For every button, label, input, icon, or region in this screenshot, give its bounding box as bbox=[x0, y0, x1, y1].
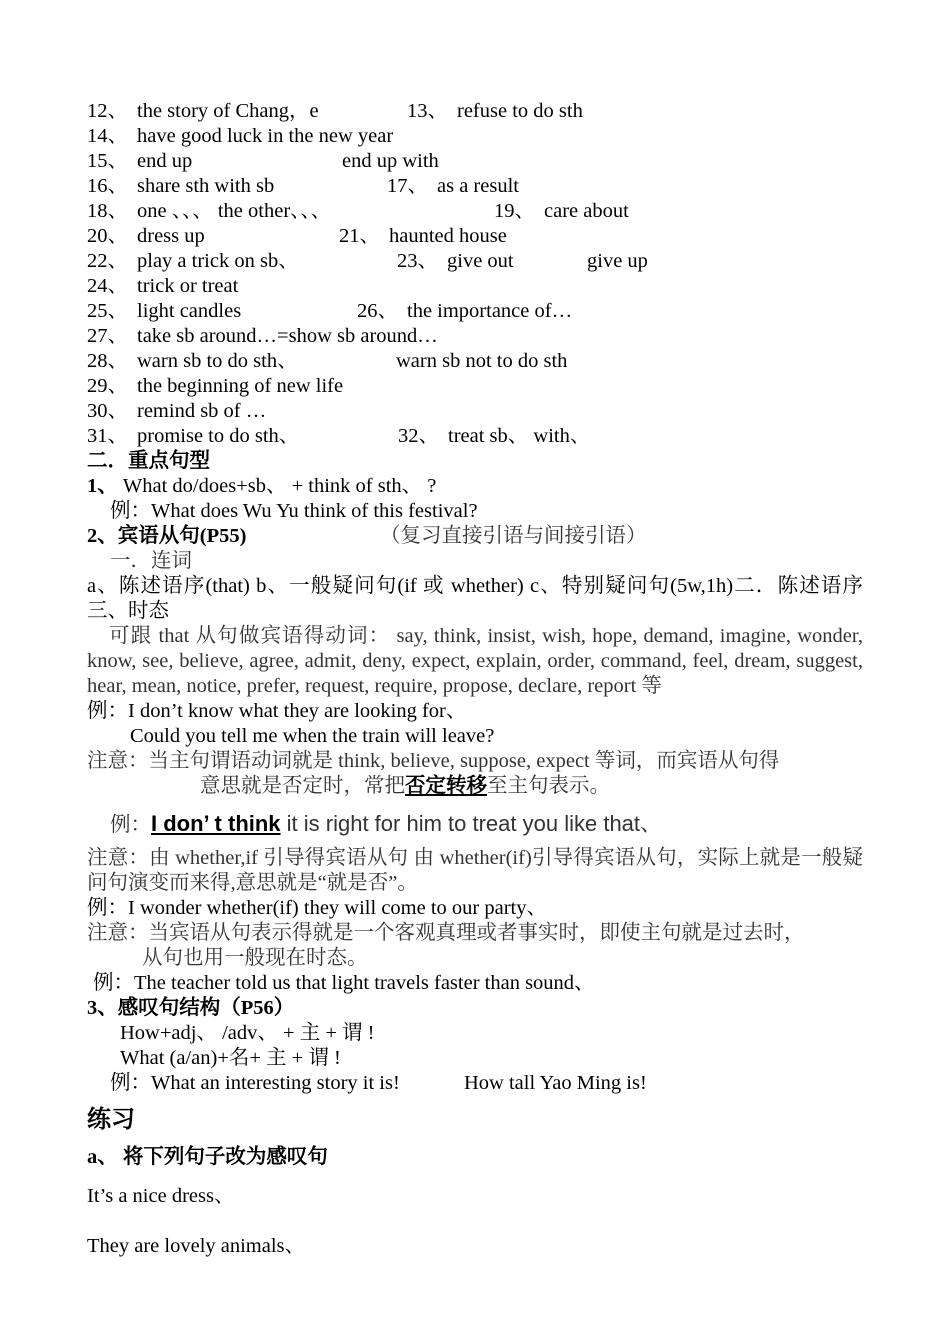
note-2: 注意：由 whether,if 引导得宾语从句 由 whether(if)引导得宾语从句，实际上就是一般疑问句演变而来得,意思就是“就是否”。 bbox=[87, 847, 863, 894]
phrase-23 bbox=[397, 249, 514, 274]
phrase-line-15 bbox=[87, 149, 192, 174]
note-1: 注意：当主句谓语动词就是 think, believe, suppose, expect 等词，而宾语从句得 bbox=[87, 750, 780, 772]
phrase-line-18 bbox=[87, 199, 331, 224]
item-number: 24、 bbox=[87, 275, 128, 297]
item-number: 18、 bbox=[87, 200, 128, 222]
item-number: 25、 bbox=[87, 300, 128, 322]
phrase-line-31 bbox=[87, 424, 299, 449]
example-2: 例：I don’t know what they are looking for、 bbox=[87, 700, 467, 722]
phrase-text: share sth with sb bbox=[137, 175, 275, 197]
item-number: 17、 bbox=[387, 175, 428, 197]
item-number: 29、 bbox=[87, 375, 128, 397]
item-number: 16、 bbox=[87, 175, 128, 197]
example-4 bbox=[110, 810, 662, 839]
conjunction-heading: 一．连词 bbox=[110, 550, 192, 572]
example-5: 例：I wonder whether(if) they will come to our party、 bbox=[87, 897, 547, 919]
phrase-line-16 bbox=[87, 174, 274, 199]
phrase-text: remind sb of … bbox=[137, 400, 267, 422]
phrase-line-24 bbox=[87, 274, 238, 299]
practice-question-1: It’s a nice dress、 bbox=[87, 1185, 235, 1207]
phrase-line-25 bbox=[87, 299, 241, 324]
phrase-line-22 bbox=[87, 249, 299, 274]
note-text: 至主句表示。 bbox=[487, 775, 610, 797]
phrase-13 bbox=[407, 99, 583, 124]
phrase-text: dress up bbox=[137, 225, 205, 247]
phrase-17 bbox=[387, 174, 519, 199]
exclamation-example-b: How tall Yao Ming is! bbox=[464, 1072, 647, 1094]
item-number: 14、 bbox=[87, 125, 128, 147]
item-number: 28、 bbox=[87, 350, 128, 372]
item-number: 13、 bbox=[407, 100, 448, 122]
pattern-text: What do/does+sb、 + think of sth、 ? bbox=[117, 475, 437, 497]
pattern-3-title: 3、感叹句结构（P56） bbox=[87, 997, 295, 1019]
phrase-19 bbox=[494, 199, 629, 224]
phrase-28b: warn sb not to do sth bbox=[396, 350, 568, 372]
phrase-text: end up bbox=[137, 150, 193, 172]
example-6: 例：The teacher told us that light travels faster than sound、 bbox=[93, 972, 595, 994]
note-3: 注意：当宾语从句表示得就是一个客观真理或者事实时，即使主句就是过去时， bbox=[87, 922, 805, 944]
example-1: 例：What does Wu Yu think of this festival? bbox=[110, 500, 478, 522]
phrase-text: promise to do sth、 bbox=[137, 425, 300, 447]
phrase-text: refuse to do sth bbox=[457, 100, 583, 122]
practice-heading: 练习 bbox=[87, 1107, 135, 1133]
item-number: 20、 bbox=[87, 225, 128, 247]
pattern-2-note: （复习直接引语与间接引语） bbox=[380, 525, 647, 547]
phrase-26 bbox=[357, 299, 572, 324]
pattern-1 bbox=[87, 474, 436, 499]
phrase-text: have good luck in the new year bbox=[137, 125, 394, 147]
item-number: 22、 bbox=[87, 250, 128, 272]
exclamation-example-a: 例：What an interesting story it is! bbox=[110, 1072, 400, 1094]
example-text: it is right for him to treat you like that、 bbox=[280, 811, 663, 836]
phrase-text: treat sb、 with、 bbox=[448, 425, 591, 447]
phrase-23b: give up bbox=[587, 250, 648, 272]
phrase-line-29 bbox=[87, 374, 343, 399]
item-number: 15、 bbox=[87, 150, 128, 172]
exclamation-what: What (a/an)+名+ 主 + 谓 ! bbox=[120, 1047, 341, 1069]
phrase-32 bbox=[398, 424, 590, 449]
phrase-text: care about bbox=[544, 200, 629, 222]
phrase-line-14 bbox=[87, 124, 393, 149]
phrase-text: haunted house bbox=[389, 225, 507, 247]
phrase-21 bbox=[339, 224, 507, 249]
phrase-line-30 bbox=[87, 399, 266, 424]
pattern-2-title: 2、宾语从句(P55) bbox=[87, 525, 247, 547]
phrase-text: the beginning of new life bbox=[137, 375, 344, 397]
phrase-text: warn sb to do sth、 bbox=[137, 350, 298, 372]
phrase-text: take sb around…=show sb around… bbox=[137, 325, 438, 347]
pattern-number: 1、 bbox=[87, 475, 118, 497]
emphasis-text: 否定转移 bbox=[405, 775, 487, 797]
note-3-cont: 从句也用一般现在时态。 bbox=[142, 947, 368, 969]
note-1-cont bbox=[200, 774, 610, 799]
item-number: 19、 bbox=[494, 200, 535, 222]
clause-types: a、陈述语序(that) b、一般疑问句(if 或 whether) c、特别疑问句(5w,1h)二．陈述语序 三、时态 bbox=[87, 575, 904, 622]
phrase-text: light candles bbox=[137, 300, 242, 322]
phrase-line-20 bbox=[87, 224, 205, 249]
example-3: Could you tell me when the train will leave? bbox=[130, 725, 495, 747]
phrase-text: play a trick on sb、 bbox=[137, 250, 299, 272]
item-number: 23、 bbox=[397, 250, 438, 272]
practice-question-2: They are lovely animals、 bbox=[87, 1235, 306, 1257]
phrase-line-27 bbox=[87, 324, 438, 349]
item-number: 27、 bbox=[87, 325, 128, 347]
note-text: 意思就是否定时，常把 bbox=[200, 775, 405, 797]
phrase-text: the importance of… bbox=[407, 300, 573, 322]
phrase-text: one 、、、 the other、、、 bbox=[137, 200, 332, 222]
item-number: 30、 bbox=[87, 400, 128, 422]
item-number: 21、 bbox=[339, 225, 380, 247]
phrase-text: give out bbox=[447, 250, 514, 272]
phrase-line-28 bbox=[87, 349, 298, 374]
item-number: 26、 bbox=[357, 300, 398, 322]
item-number: 31、 bbox=[87, 425, 128, 447]
item-number: 12、 bbox=[87, 100, 128, 122]
verb-list: 可跟 that 从句做宾语得动词： say, think, insist, wish, hope, demand, imagine, wonder, know, see, believe, agree, admit, deny, expect, explain, order, command, feel, dream, suggest, hear, mean, notice, prefer, request, require, propose, declare, report 等 bbox=[87, 625, 863, 697]
phrase-text: trick or treat bbox=[137, 275, 239, 297]
phrase-text: the story of Chang，e bbox=[137, 100, 319, 122]
practice-instruction: a、 将下列句子改为感叹句 bbox=[87, 1146, 328, 1168]
emphasis-text: I don’ t think bbox=[151, 811, 281, 836]
section-heading: 二．重点句型 bbox=[87, 450, 210, 472]
phrase-15b: end up with bbox=[342, 150, 439, 172]
example-label: 例： bbox=[110, 814, 151, 836]
item-number: 32、 bbox=[398, 425, 439, 447]
phrase-text: as a result bbox=[437, 175, 519, 197]
phrase-line-12 bbox=[87, 99, 319, 124]
exclamation-how: How+adj、 /adv、 + 主 + 谓 ! bbox=[120, 1022, 375, 1044]
